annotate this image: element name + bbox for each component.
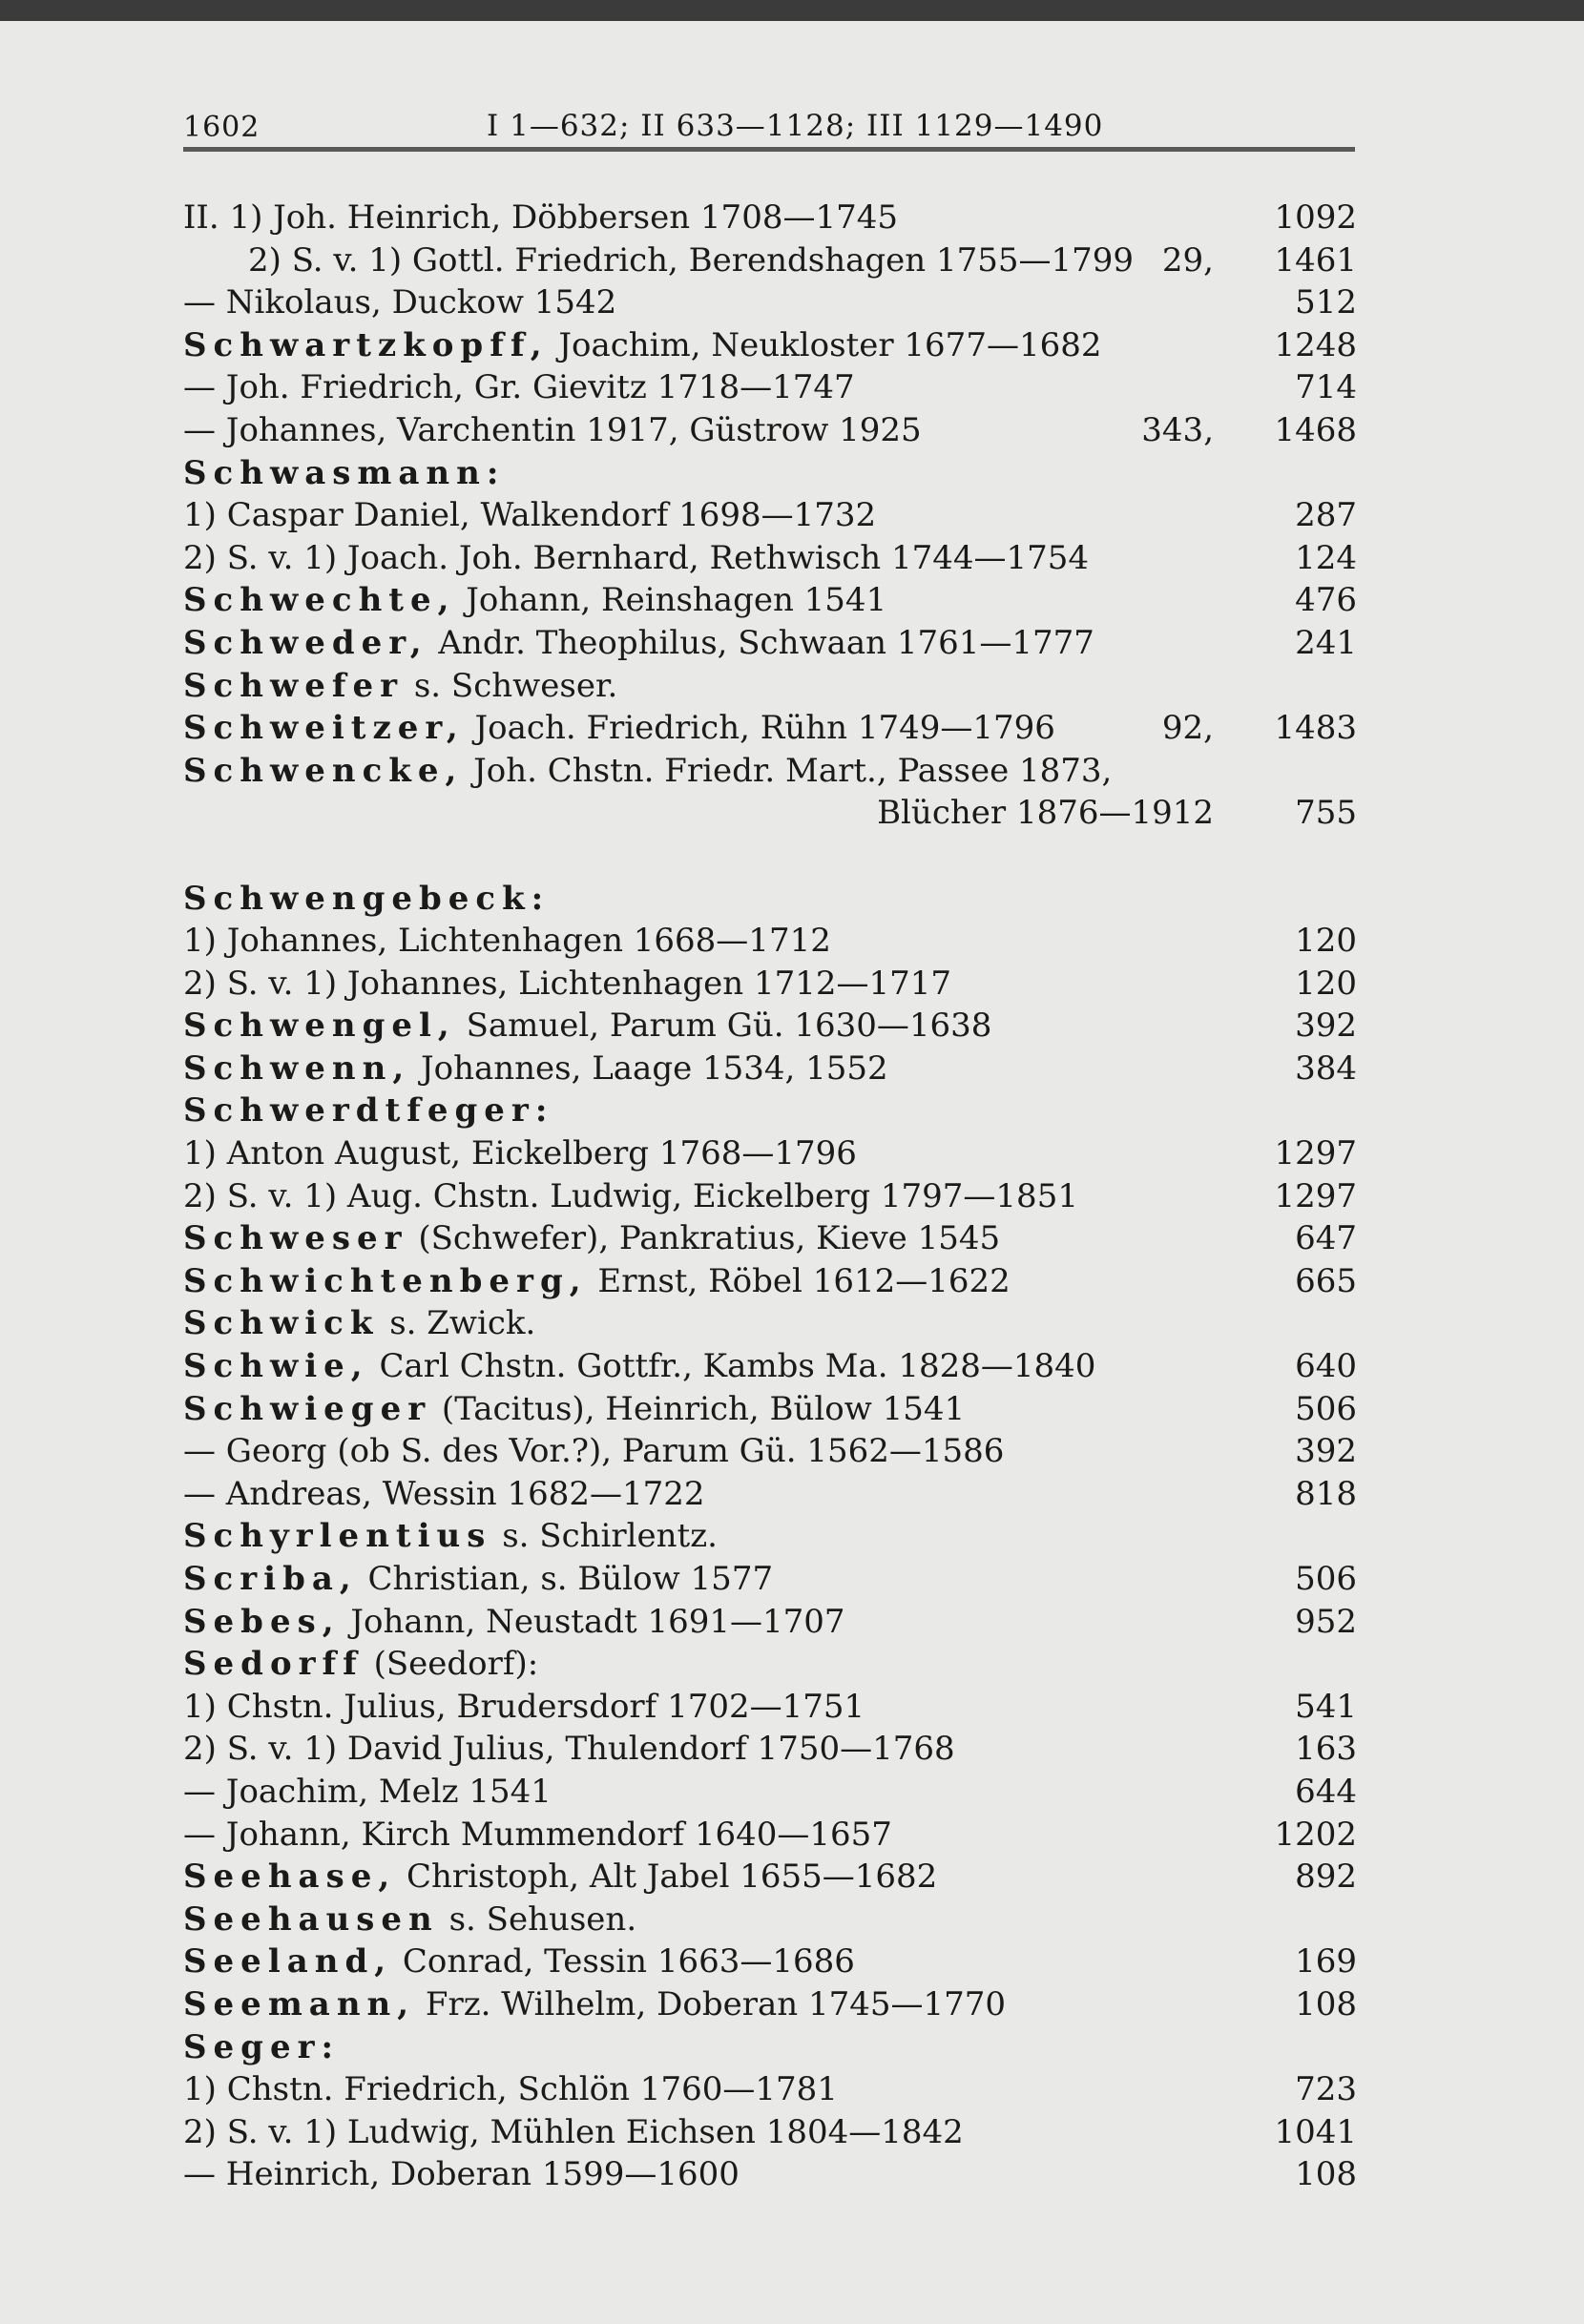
index-entries	[183, 197, 1357, 2196]
index-entry	[183, 1856, 1357, 1899]
index-entry	[183, 665, 1357, 708]
index-entry	[183, 1940, 1357, 1983]
entry-surname: Schwartzkopff,	[183, 325, 549, 364]
entry-page-ref: 506	[1295, 1560, 1357, 1598]
index-entry	[183, 452, 1357, 495]
entry-surname: Schwengel,	[183, 1006, 456, 1046]
entry-details: 2) S. v. 1) Aug. Chstn. Ludwig, Eickelberg 1797—1851	[183, 1176, 1078, 1215]
index-entry	[183, 239, 1357, 282]
entry-secondary-ref: 29,	[1161, 240, 1214, 280]
entry-page-ref: 1248	[1274, 325, 1357, 364]
entry-page-ref: 120	[1295, 922, 1357, 961]
entry-text	[183, 2026, 340, 2069]
entry-surname: Schwenn,	[183, 1048, 411, 1088]
entry-surname: Schwechte,	[183, 581, 456, 620]
entry-details: Conrad, Tessin 1663—1686	[392, 1942, 855, 1982]
entry-page-ref: 124	[1295, 538, 1357, 577]
index-entry	[183, 1643, 1357, 1686]
index-entry	[183, 750, 1357, 793]
index-entry	[183, 281, 1357, 324]
entry-secondary-ref: 92,	[1161, 709, 1214, 748]
entry-surname: Schwie,	[183, 1347, 369, 1386]
entry-details: (Schwefer), Pankratius, Kieve 1545	[407, 1219, 1001, 1258]
entry-text	[183, 1430, 1004, 1473]
entry-details: s. Sehusen.	[438, 1899, 637, 1939]
entry-page-ref: 665	[1295, 1261, 1357, 1300]
entry-details: — Nikolaus, Duckow 1542	[183, 283, 617, 322]
entry-text	[183, 409, 922, 452]
index-entry	[183, 197, 1357, 239]
entry-text	[183, 281, 616, 324]
entry-secondary-ref: 343,	[1141, 410, 1214, 449]
entry-details: Joh. Chstn. Friedr. Mart., Passee 1873,	[463, 751, 1113, 790]
entry-text	[183, 1388, 965, 1431]
entry-surname: Seemann,	[183, 1984, 416, 2023]
entry-text	[183, 1260, 1011, 1303]
entry-text	[183, 1558, 773, 1601]
entry-details: Johannes, Laage 1534, 1552	[410, 1048, 888, 1088]
entry-text	[183, 2068, 838, 2111]
scan-top-edge	[0, 0, 1584, 21]
entry-page-ref: 120	[1295, 964, 1357, 1003]
entry-details: s. Zwick.	[379, 1304, 536, 1343]
entry-page-ref: 108	[1295, 2155, 1357, 2194]
index-entry	[183, 1601, 1357, 1644]
index-entry	[183, 1771, 1357, 1814]
index-entry	[183, 878, 1357, 921]
index-entry	[183, 920, 1357, 963]
entry-details: Christian, s. Bülow 1577	[357, 1560, 774, 1598]
index-entry	[183, 2026, 1357, 2069]
entry-text	[183, 197, 898, 239]
index-entry	[183, 1983, 1357, 2026]
entry-details: 2) S. v. 1) Joach. Joh. Bernhard, Rethwisch 1744—1754	[183, 538, 1089, 577]
index-entry	[183, 1558, 1357, 1601]
entry-text	[183, 1728, 955, 1771]
index-entry	[183, 1217, 1357, 1260]
entry-text	[183, 1089, 553, 1132]
entry-text	[183, 366, 855, 409]
entry-page-ref: 723	[1295, 2070, 1357, 2109]
index-entry	[183, 2111, 1357, 2154]
entry-surname: Schweder,	[183, 623, 428, 662]
index-entry	[183, 324, 1357, 367]
page-header	[183, 103, 1355, 145]
index-entry	[183, 1388, 1357, 1431]
entry-surname: Schwerdtfeger:	[183, 1091, 554, 1131]
entry-details: Christoph, Alt Jabel 1655—1682	[396, 1857, 938, 1897]
entry-text	[183, 1217, 1000, 1260]
index-entry	[183, 2153, 1357, 2196]
entry-surname: Schwefer	[183, 666, 405, 705]
index-entry	[183, 409, 1357, 452]
index-entry	[183, 1473, 1357, 1516]
entry-page-ref: 1483	[1274, 709, 1357, 748]
index-entry	[183, 1260, 1357, 1303]
entry-text	[183, 1814, 892, 1857]
entry-text	[183, 1132, 857, 1175]
entry-page-ref: 392	[1295, 1006, 1357, 1046]
index-entry	[183, 1728, 1357, 1771]
index-entry	[183, 494, 1357, 537]
entry-details: 1) Caspar Daniel, Walkendorf 1698—1732	[183, 496, 877, 535]
entry-page-ref: 1461	[1274, 240, 1357, 280]
entry-surname: Schyrlentius	[183, 1517, 492, 1556]
entry-text	[248, 239, 1134, 282]
entry-details: 2) S. v. 1) David Julius, Thulendorf 1750—1768	[183, 1730, 955, 1769]
entry-text	[877, 792, 1214, 835]
index-entry	[183, 963, 1357, 1006]
entry-surname: Scriba,	[183, 1560, 358, 1598]
entry-text	[183, 920, 831, 963]
entry-text	[183, 1005, 991, 1048]
entry-surname: Schwick	[183, 1304, 380, 1343]
entry-text	[183, 1302, 535, 1345]
entry-page-ref: 1468	[1274, 410, 1357, 449]
entry-details: Joach. Friedrich, Rühn 1749—1796	[464, 709, 1055, 748]
index-entry	[183, 1175, 1357, 1218]
entry-page-ref: 647	[1295, 1219, 1357, 1258]
entry-surname: Sedorff	[183, 1645, 364, 1684]
entry-page-ref: 169	[1295, 1942, 1357, 1982]
index-entry	[183, 1686, 1357, 1729]
entry-surname: Seeland,	[183, 1942, 393, 1982]
entry-details: — Andreas, Wessin 1682—1722	[183, 1474, 705, 1513]
entry-details: Samuel, Parum Gü. 1630—1638	[455, 1006, 992, 1046]
entry-details: Andr. Theophilus, Schwaan 1761—1777	[427, 623, 1094, 662]
entry-details: s. Schirlentz.	[491, 1517, 718, 1556]
entry-text	[183, 1643, 538, 1686]
entry-page-ref: 512	[1295, 283, 1357, 322]
entry-details: (Tacitus), Heinrich, Bülow 1541	[431, 1389, 966, 1428]
entry-details: Carl Chstn. Gottfr., Kambs Ma. 1828—1840	[368, 1347, 1096, 1386]
volume-ranges: I 1—632; II 633—1128; III 1129—1490	[487, 109, 1104, 143]
entry-text	[183, 2111, 964, 2154]
entry-page-ref: 1297	[1274, 1176, 1357, 1215]
entry-text	[183, 622, 1094, 665]
entry-surname: Seger:	[183, 2027, 341, 2066]
entry-details: II. 1) Joh. Heinrich, Döbbersen 1708—1745	[183, 198, 898, 237]
entry-details: 1) Chstn. Friedrich, Schlön 1760—1781	[183, 2070, 838, 2109]
entry-details: — Joh. Friedrich, Gr. Gievitz 1718—1747	[183, 368, 855, 407]
entry-details: Ernst, Röbel 1612—1622	[587, 1261, 1011, 1300]
index-entry	[183, 1089, 1357, 1132]
index-entry	[183, 1814, 1357, 1857]
index-entry	[183, 1345, 1357, 1388]
entry-details: — Johannes, Varchentin 1917, Güstrow 1925	[183, 410, 922, 449]
entry-text	[183, 963, 951, 1006]
entry-surname: Seehausen	[183, 1899, 439, 1939]
entry-text	[183, 1345, 1095, 1388]
index-entry	[183, 366, 1357, 409]
entry-details: Blücher 1876—1912	[877, 794, 1214, 833]
entry-details: 1) Johannes, Lichtenhagen 1668—1712	[183, 922, 831, 961]
index-entry	[183, 1005, 1357, 1048]
entry-page-ref: 1092	[1274, 198, 1357, 237]
entry-text	[183, 750, 1112, 793]
entry-details: 2) S. v. 1) Johannes, Lichtenhagen 1712—1717	[183, 964, 952, 1003]
entry-text	[183, 707, 1055, 750]
entry-text	[183, 1473, 705, 1516]
entry-page-ref: 644	[1295, 1772, 1357, 1811]
entry-details: Frz. Wilhelm, Doberan 1745—1770	[415, 1984, 1007, 2023]
entry-text	[183, 324, 1101, 367]
entry-surname: Schwengebeck:	[183, 879, 551, 918]
entry-details: 1) Chstn. Julius, Brudersdorf 1702—1751	[183, 1687, 865, 1726]
entry-details: 2) S. v. 1) Ludwig, Mühlen Eichsen 1804—1842	[183, 2112, 964, 2151]
entry-page-ref: 1297	[1274, 1134, 1357, 1173]
entry-page-ref: 952	[1295, 1602, 1357, 1641]
entry-details: Joachim, Neukloster 1677—1682	[548, 325, 1102, 364]
entry-surname: Schweser	[183, 1219, 408, 1258]
entry-page-ref: 506	[1295, 1389, 1357, 1428]
entry-page-ref: 892	[1295, 1857, 1357, 1897]
index-entry	[183, 537, 1357, 580]
entry-page-ref: 714	[1295, 368, 1357, 407]
entry-surname: Seehase,	[183, 1857, 397, 1897]
entry-text	[183, 1983, 1006, 2026]
entry-text	[183, 452, 505, 495]
entry-page-ref: 1041	[1274, 2112, 1357, 2151]
entry-details: (Seedorf):	[363, 1645, 539, 1684]
entry-page-ref: 755	[1295, 794, 1357, 833]
entry-surname: Schwasmann:	[183, 453, 506, 492]
index-entry	[183, 2068, 1357, 2111]
entry-page-ref: 163	[1295, 1730, 1357, 1769]
index-entry	[183, 579, 1357, 622]
blank-line	[183, 835, 1357, 878]
entry-text	[183, 1048, 888, 1090]
entry-text	[183, 878, 550, 921]
entry-details: Johann, Reinshagen 1541	[455, 581, 887, 620]
index-entry	[183, 707, 1357, 750]
entry-text	[183, 1940, 855, 1983]
entry-text	[183, 1515, 718, 1558]
page-number: 1602	[183, 111, 261, 144]
entry-page-ref: 640	[1295, 1347, 1357, 1386]
entry-text	[183, 1175, 1078, 1218]
header-rule	[183, 147, 1355, 152]
entry-text	[183, 1686, 865, 1729]
entry-text	[183, 1601, 845, 1644]
entry-surname: Schwichtenberg,	[183, 1261, 588, 1300]
entry-surname: Schwencke,	[183, 751, 464, 790]
entry-text	[183, 579, 886, 622]
entry-text	[183, 537, 1089, 580]
index-entry	[183, 622, 1357, 665]
entry-text	[183, 494, 876, 537]
entry-text	[183, 1856, 937, 1899]
entry-surname: Schwieger	[183, 1389, 432, 1428]
entry-details: 2) S. v. 1) Gottl. Friedrich, Berendshagen 1755—1799	[248, 240, 1135, 280]
entry-text	[183, 1899, 636, 1941]
index-entry	[183, 1899, 1357, 1941]
index-entry	[183, 1430, 1357, 1473]
entry-page-ref: 108	[1295, 1984, 1357, 2023]
entry-page-ref: 287	[1295, 496, 1357, 535]
entry-details: — Heinrich, Doberan 1599—1600	[183, 2155, 740, 2194]
entry-details: s. Schweser.	[404, 666, 618, 705]
entry-text	[183, 1771, 552, 1814]
entry-text	[183, 665, 617, 708]
entry-page-ref: 392	[1295, 1432, 1357, 1471]
entry-page-ref: 241	[1295, 623, 1357, 662]
entry-page-ref: 818	[1295, 1474, 1357, 1513]
entry-surname: Schweitzer,	[183, 709, 465, 748]
entry-details: — Joachim, Melz 1541	[183, 1772, 552, 1811]
entry-details: 1) Anton August, Eickelberg 1768—1796	[183, 1134, 857, 1173]
index-entry	[183, 1048, 1357, 1090]
entry-page-ref: 384	[1295, 1048, 1357, 1088]
entry-surname: Sebes,	[183, 1602, 341, 1641]
entry-details: — Johann, Kirch Mummendorf 1640—1657	[183, 1815, 892, 1854]
entry-page-ref: 541	[1295, 1687, 1357, 1726]
index-entry	[183, 792, 1357, 835]
index-entry	[183, 1302, 1357, 1345]
entry-details: — Georg (ob S. des Vor.?), Parum Gü. 1562—1586	[183, 1432, 1005, 1471]
entry-text	[183, 2153, 740, 2196]
index-entry	[183, 1132, 1357, 1175]
entry-page-ref: 1202	[1274, 1815, 1357, 1854]
index-entry	[183, 1515, 1357, 1558]
entry-details: Johann, Neustadt 1691—1707	[340, 1602, 845, 1641]
entry-page-ref: 476	[1295, 581, 1357, 620]
